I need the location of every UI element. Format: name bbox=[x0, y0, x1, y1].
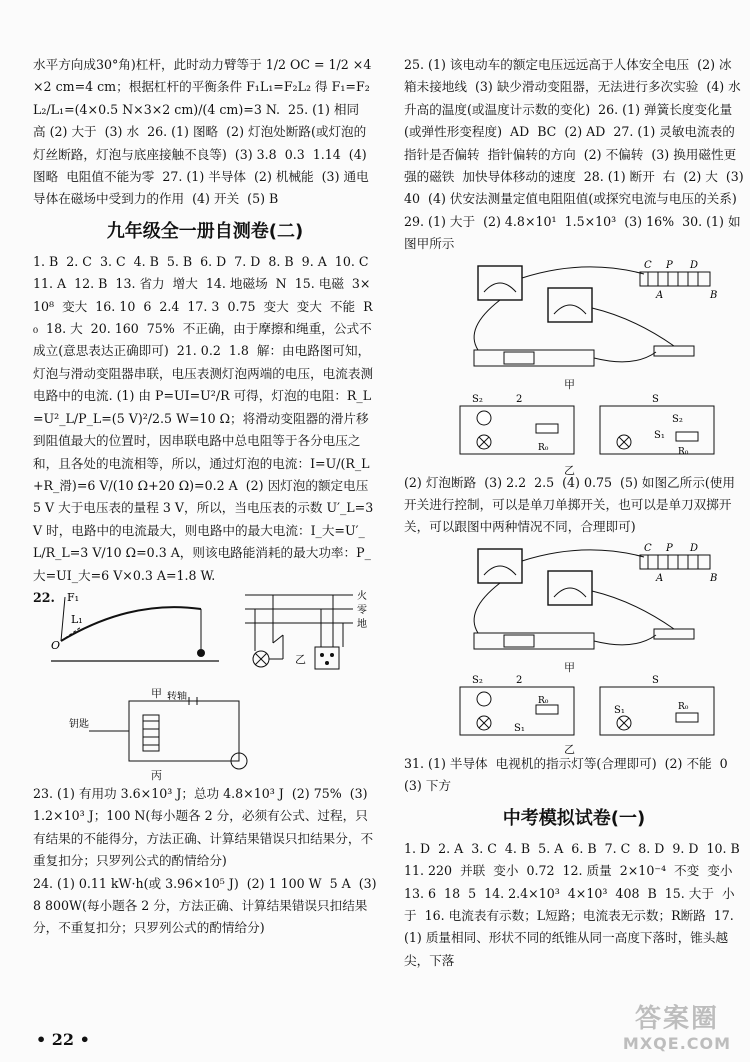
watermark-url: MXQE.COM bbox=[622, 1034, 732, 1053]
section-title: 中考模拟试卷(一) bbox=[502, 807, 646, 829]
left-column bbox=[33, 54, 381, 940]
relay-circuit-diagram bbox=[69, 691, 259, 777]
figure-label: 甲 bbox=[564, 660, 575, 674]
experiment-apparatus-diagram bbox=[444, 541, 744, 659]
label-f1: F₁ bbox=[67, 590, 80, 604]
answer-paragraph: 1. B 2. C 3. C 4. B 5. B 6. D 7. D 8. B 9. A 10. C 11. A 12. B 13. 省力 增大 14. 地磁场 N 15. 电磁 3×10⁸ 变大 16. 10 6 2.4 17. 3 0.75 变大 变大 不能 R₀ 18. 大 20. 160 75% 不正确，由于摩擦和绳重，公式不成立(意思表达正确即可) 21. 0.2 1.8 解：由电路图可知，灯泡与滑动变阻器串联，电压表测灯泡两端的电压，电流表测电路中的电流. (1) 由 P=UI=U²/R 可得，灯泡的电阻：R_L=U²_L/P_L=(5 V)²/2.5 W=10 Ω；将滑动变阻器的滑片移到阻值最大的位置时，因串联电路中总电阻等于各分电压之和，且各处的电流相等，所以，通过灯泡的电流：I=U/(R_L+R_滑)=6 V/(10 Ω+20 Ω)=0.2 A (2) 因灯泡的额定电压 5 V 大于电压表的量程 3 V，所以，当电压表的示数 U′_L=3 V 时，电路中的电流最大，则电路中的最大电流：I_大=U′_L/R_L=3 V/10 Ω=0.3 A，则该电路能消耗的最大功率：P_大=UI_大=6 V×0.3 A=1.8 W. bbox=[33, 253, 378, 583]
label-s1: S₁ bbox=[514, 722, 525, 734]
label-r0: R₀ bbox=[538, 442, 549, 453]
household-circuit-diagram bbox=[225, 587, 375, 687]
question-30-figures-a bbox=[404, 256, 744, 477]
figure-label: 丙 bbox=[151, 768, 162, 782]
watermark-main: 答案圈 bbox=[634, 1004, 719, 1034]
label-d: D bbox=[690, 259, 699, 271]
label-c: C bbox=[644, 542, 652, 554]
circuit-diagram-left bbox=[454, 673, 584, 743]
question-30-figures-b bbox=[404, 539, 744, 756]
label-neutral-wire: 零 bbox=[357, 604, 367, 616]
page-number: • 22 • bbox=[36, 1030, 90, 1049]
question-number: 22. bbox=[33, 589, 55, 605]
figure-label: 甲 bbox=[564, 377, 575, 391]
figure-label: 甲 bbox=[151, 686, 162, 700]
figure-label: 乙 bbox=[564, 463, 575, 477]
label-s2: S₂ bbox=[472, 393, 483, 405]
label-o: O bbox=[51, 638, 61, 652]
figure-label: 乙 bbox=[564, 742, 575, 756]
label-b: B bbox=[710, 289, 718, 301]
label-a: A bbox=[656, 289, 664, 301]
answer-paragraph: 1. D 2. A 3. C 4. B 5. A 6. B 7. C 8. D 9. D 10. B 11. 220 并联 变小 0.72 12. 质量 2×10⁻⁴ 不变 变小 13. 6 18 5 14. 2.4×10³ 4×10³ 408 B 15. 大于 小于 16. 电流表有示数；L短路；电流表无示数；R断路 17. (1) 质量相同、形状不同的纸锥从同一高度下落时，锥头越尖，下落 bbox=[404, 840, 748, 968]
answer-paragraph: 水平方向成30°角)杠杆，此时动力臂等于 1/2 OC = 1/2 ×4×2 cm=4 cm；根据杠杆的平衡条件 F₁L₁=F₂L₂ 得 F₁=F₂L₂/L₁=(4×0.5 N×3×2 cm)/(4 cm)=3 N. 25. (1) 相同 高 (2) 大于 (3) 水 26. (1) 图略 (2) 灯泡处断路(或灯泡的灯丝断路，灯泡与底座接触不良等) (3) 3.8 0.3 1.14 (4) 图略 电阻值不能为零 27. (1) 半导体 (2) 机械能 (3) 通电导体在磁场中受到力的作用 (4) 开关 (5) B bbox=[33, 57, 372, 207]
label-r0: R₀ bbox=[678, 701, 689, 712]
circuit-diagram-right bbox=[594, 673, 724, 743]
label-p: P bbox=[666, 259, 673, 271]
label-2: 2 bbox=[516, 674, 523, 686]
label-ground-wire: 地 bbox=[357, 618, 367, 630]
figure-label: 乙 bbox=[295, 652, 306, 666]
label-p: P bbox=[666, 542, 673, 554]
lever-diagram bbox=[51, 589, 221, 679]
answer-paragraph: 23. (1) 有用功 3.6×10³ J；总功 4.8×10³ J (2) 75% (3) 1.2×10³ J；100 N(每小题各 2 分，必须有公式、过程，只有结果的不能得分，方法正确、计算结果错误只扣结果分，不重复扣分；只罗列公式的酌情给分) bbox=[33, 785, 374, 869]
watermark-logo bbox=[614, 1004, 740, 1058]
label-c: C bbox=[644, 259, 652, 271]
label-a: A bbox=[656, 572, 664, 584]
label-key: 钥匙 bbox=[69, 718, 89, 730]
label-shaft: 转轴 bbox=[167, 690, 187, 702]
label-l1: L₁ bbox=[71, 612, 83, 626]
label-r0: R₀ bbox=[678, 446, 689, 457]
label-s: S bbox=[652, 393, 659, 405]
label-2: 2 bbox=[516, 393, 523, 405]
right-column bbox=[404, 54, 748, 972]
label-s2: S₂ bbox=[672, 413, 683, 425]
label-d: D bbox=[690, 542, 699, 554]
experiment-apparatus-diagram bbox=[444, 258, 744, 376]
answer-paragraph: (2) 灯泡断路 (3) 2.2 2.5 (4) 0.75 (5) 如图乙所示(使用开关进行控制，可以是单刀单掷开关，也可以是单刀双掷开关，可以跟图中两种情况不同，合理即可) bbox=[404, 474, 735, 535]
label-s1: S₁ bbox=[654, 429, 665, 441]
answer-paragraph: 25. (1) 该电动车的额定电压远远高于人体安全电压 (2) 冰箱未接地线 (3) 缺少滑动变阻器，无法进行多次实验 (4) 水升高的温度(或温度计示数的变化) 26. (1) 弹簧长度变化量(或弹性形变程度) AD BC (2) AD 27. (1) 灵敏电流表的指针是否偏转 指针偏转的方向 (2) 不偏转 (3) 换用磁性更强的磁铁 加快导体移动的速度 28. (1) 断开 右 (2) 大 (3) 40 (4) 伏安法测量定值电阻阻值(或探究电流与电压的关系) 29. (1) 大于 (2) 4.8×10¹ 1.5×10³ (3) 16% 30. (1) 如图甲所示 bbox=[404, 57, 748, 252]
label-b: B bbox=[710, 572, 718, 584]
circuit-diagram-right bbox=[594, 392, 724, 462]
answer-paragraph: 24. (1) 0.11 kW·h(或 3.96×10⁵ J) (2) 1 100 W 5 A (3) 8 800W(每小题各 2 分，方法正确、计算结果错误只扣结果分，不重复扣分；只罗列公式的酌情给分) bbox=[33, 875, 381, 936]
section-title: 九年级全一册自测卷(二) bbox=[106, 220, 304, 242]
label-s2: S₂ bbox=[472, 674, 483, 686]
label-s: S bbox=[652, 674, 659, 686]
question-22-figures bbox=[33, 587, 377, 783]
label-r0: R₀ bbox=[538, 695, 549, 706]
circuit-diagram-left bbox=[454, 392, 584, 462]
label-s1: S₁ bbox=[614, 704, 625, 716]
label-live-wire: 火 bbox=[357, 590, 367, 602]
answer-paragraph: 31. (1) 半导体 电视机的指示灯等(合理即可) (2) 不能 0 (3) 下方 bbox=[404, 755, 736, 794]
